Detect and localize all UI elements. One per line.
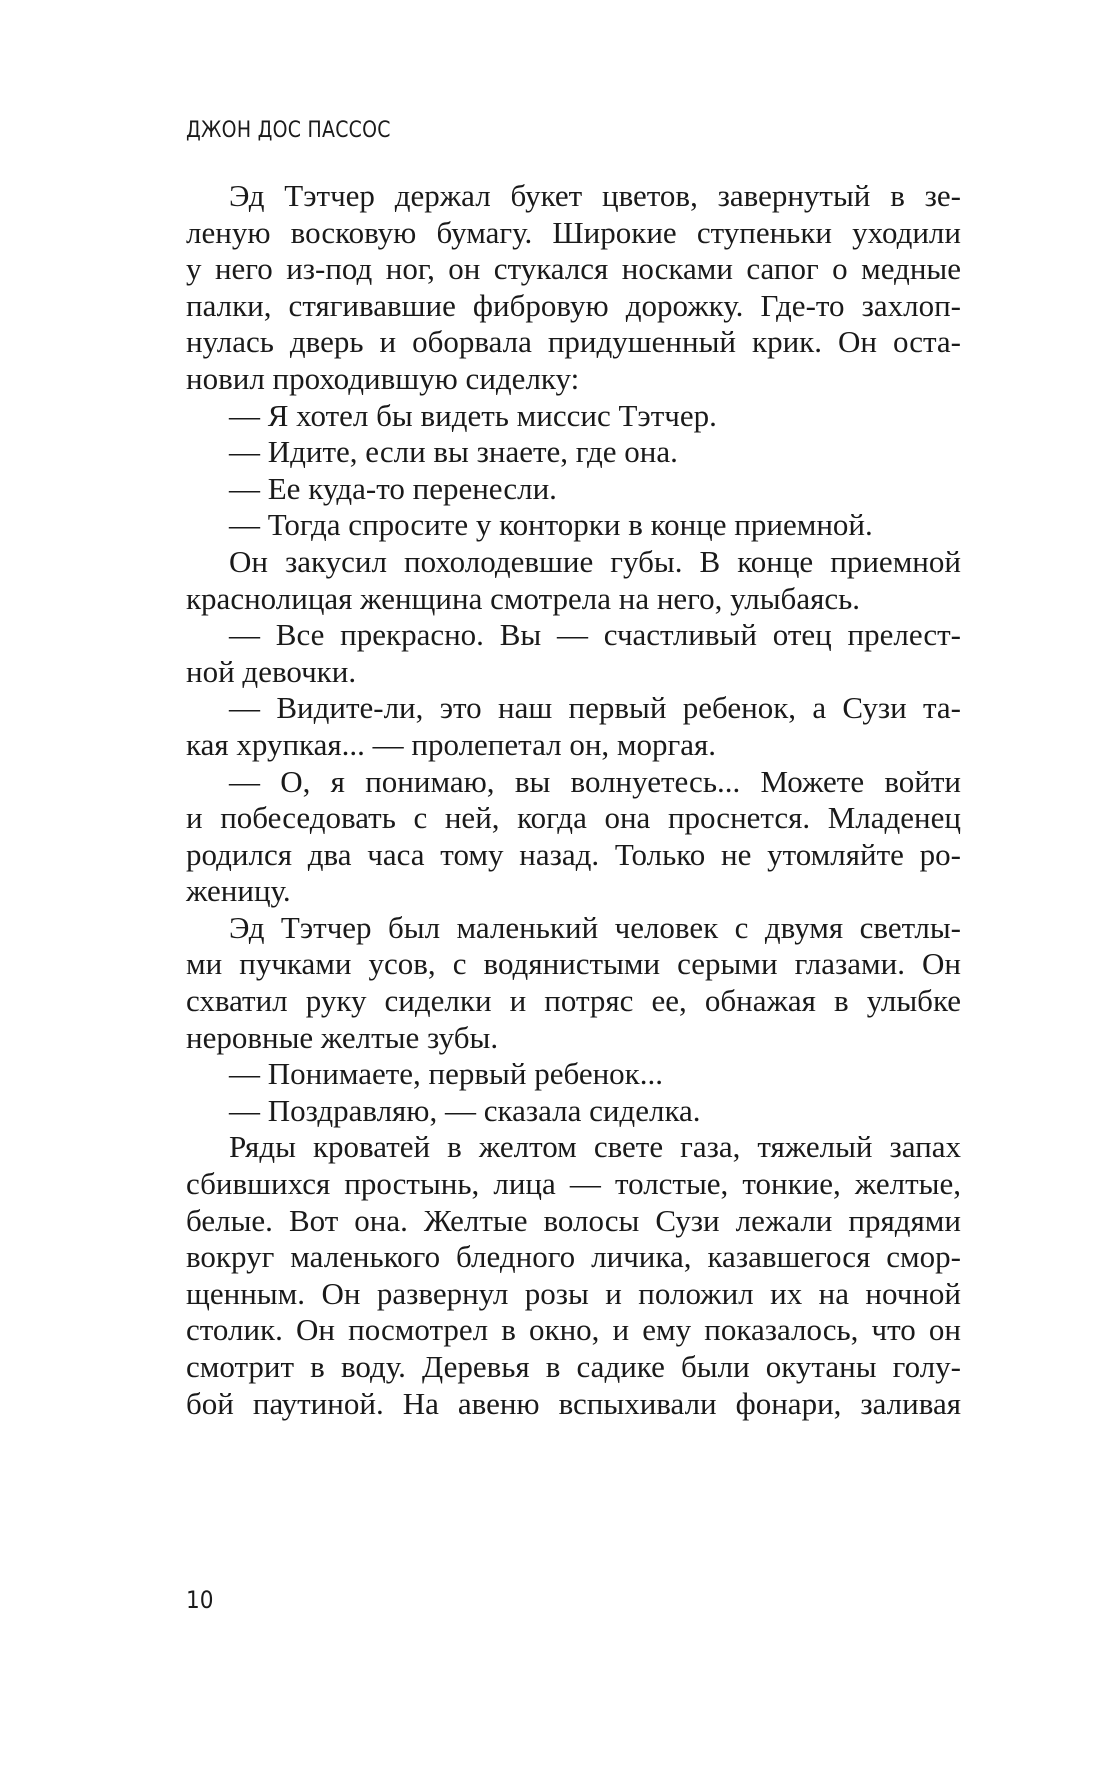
text-line: сбившихся простынь, лица — толстые, тонкие, желтые, — [186, 1166, 961, 1202]
text-line: палки, стягивавшие фибровую дорожку. Где-то захлоп- — [186, 287, 961, 323]
text-line: Ряды кроватей в желтом свете газа, тяжелый запах — [229, 1129, 961, 1165]
text-line: — Понимаете, первый ребенок... — [229, 1056, 663, 1092]
text-line: вокруг маленького бледного личика, казавшегося смор- — [186, 1239, 961, 1275]
text-line: ми пучками усов, с водянистыми серыми глазами. Он — [186, 946, 961, 982]
text-line: — Все прекрасно. Вы — счастливый отец прелест- — [229, 617, 961, 653]
text-line: — Поздравляю, — сказала сиделка. — [229, 1092, 701, 1128]
text-line: — Видите-ли, это наш первый ребенок, а Сузи та- — [229, 690, 961, 726]
text-line: — Идите, если вы знаете, где она. — [229, 434, 678, 470]
text-line: неровные желтые зубы. — [186, 1019, 499, 1055]
text-line: смотрит в воду. Деревья в садике были окутаны голу- — [186, 1349, 961, 1384]
running-head-author: ДЖОН ДОС ПАССОС — [186, 118, 391, 143]
text-line: Эд Тэтчер был маленький человек с двумя светлы- — [229, 909, 961, 945]
text-line: и побеседовать с ней, когда она проснется. Младенец — [186, 800, 961, 836]
text-line: леную восковую бумагу. Широкие ступеньки уходили — [186, 214, 961, 250]
text-line: — Ее куда-то перенесли. — [229, 470, 557, 506]
text-line: нулась дверь и оборвала придушенный крик. Он оста- — [186, 324, 961, 360]
text-line: столик. Он посмотрел в окно, и ему показалось, что он — [186, 1312, 961, 1348]
text-line: бой паутиной. На авеню вспыхивали фонари, заливая — [186, 1385, 961, 1421]
text-line: женицу. — [186, 873, 291, 909]
text-line: у него из-под ног, он стукался носками сапог о медные — [186, 251, 961, 287]
text-line: родился два часа тому назад. Только не утомляйте ро- — [186, 836, 961, 872]
text-line: — О, я понимаю, вы волнуетесь... Можете войти — [229, 763, 961, 799]
text-line: новил проходившую сиделку: — [186, 360, 580, 396]
text-line: — Тогда спросите у конторки в конце приемной. — [229, 507, 873, 543]
text-line: щенным. Он развернул розы и положил их на ночной — [186, 1275, 961, 1311]
text-line: Эд Тэтчер держал букет цветов, завернутый в зе- — [229, 178, 961, 213]
text-line: кая хрупкая... — пролепетал он, моргая. — [186, 726, 717, 762]
text-line: — Я хотел бы видеть миссис Тэтчер. — [229, 397, 717, 433]
text-line: Он закусил похолодевшие губы. В конце приемной — [229, 543, 961, 579]
text-line: белые. Вот она. Желтые волосы Сузи лежали прядями — [186, 1202, 961, 1238]
text-line: ной девочки. — [186, 653, 357, 689]
page-number: 10 — [186, 1586, 214, 1614]
body-text — [186, 178, 961, 1422]
text-line: схватил руку сиделки и потряс ее, обнажая в улыбке — [186, 983, 961, 1019]
text-line: краснолицая женщина смотрела на него, улыбаясь. — [186, 580, 860, 616]
